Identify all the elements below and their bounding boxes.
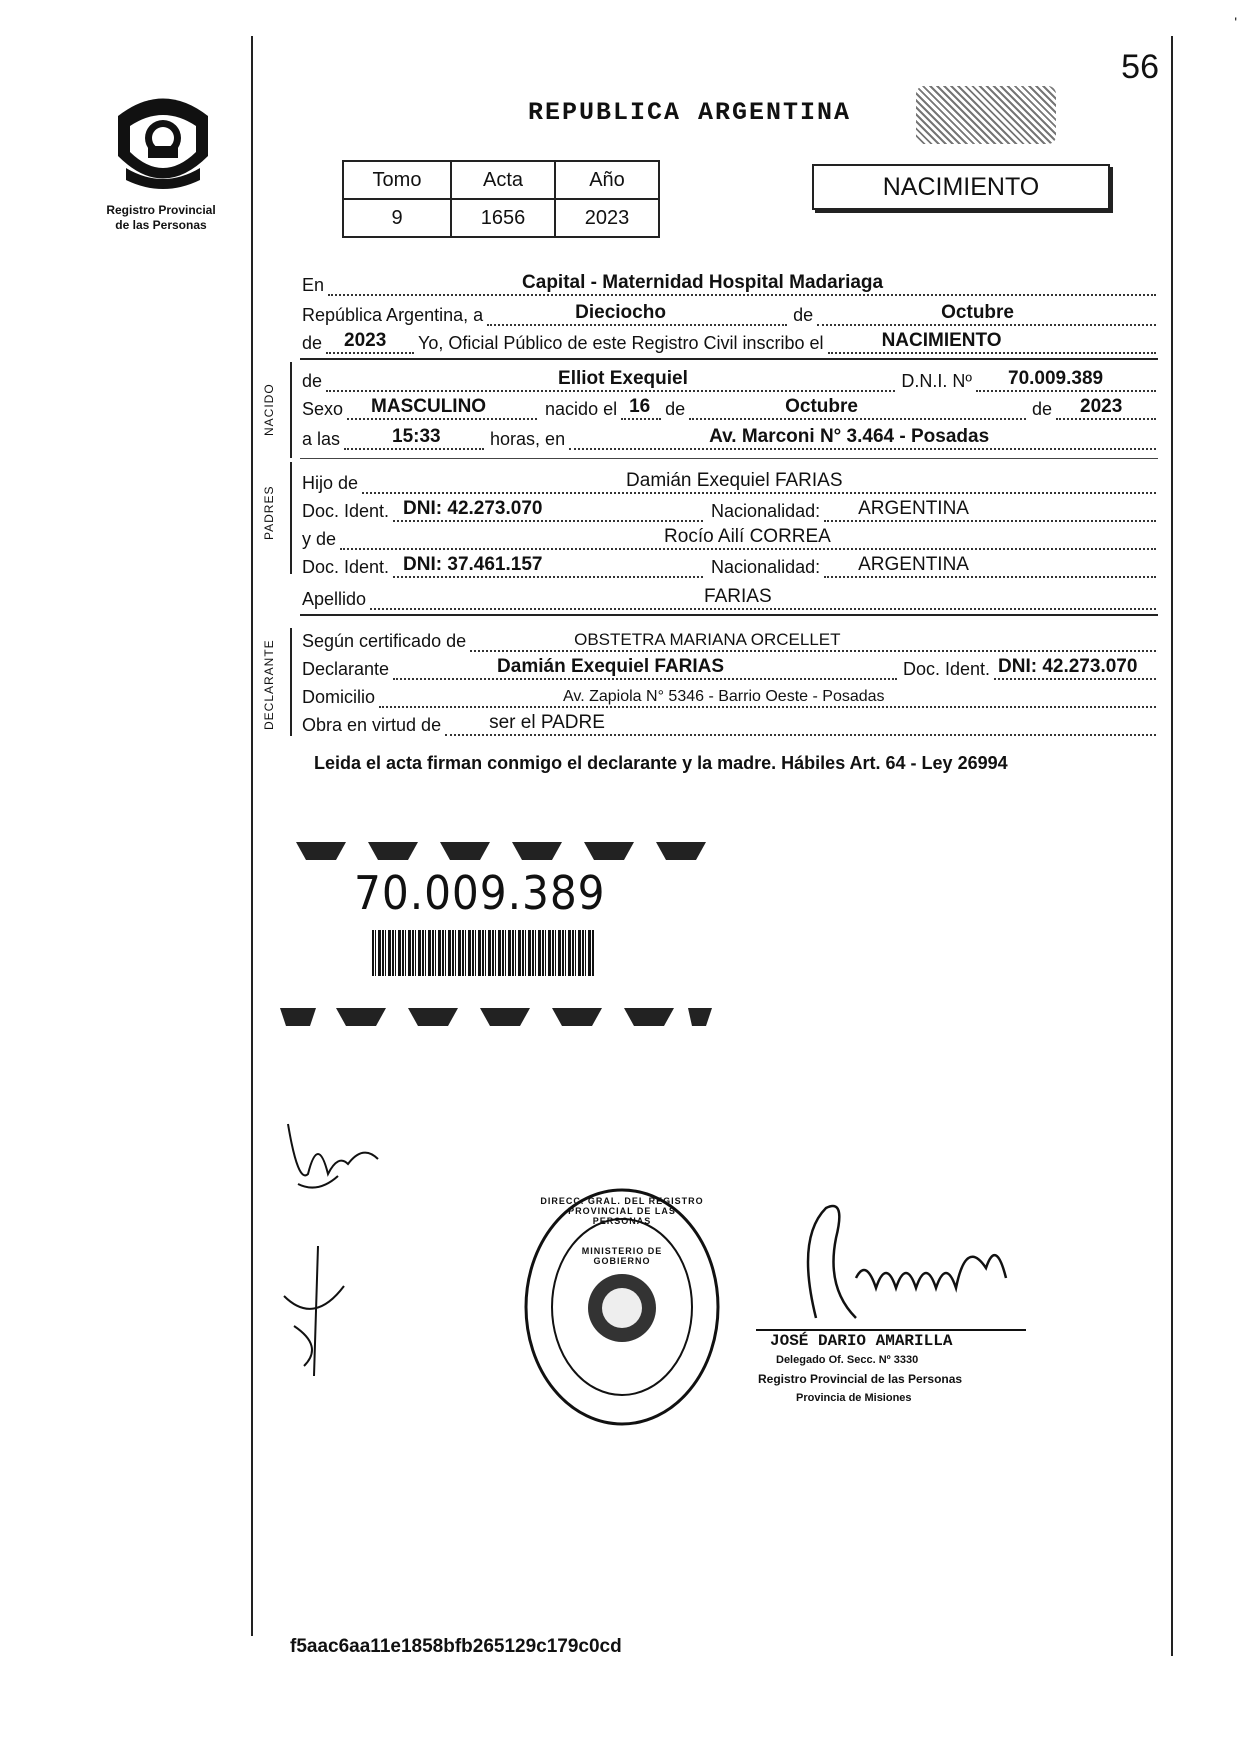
padres-side-label: PADRES [262,485,276,540]
value-apellido: FARIAS [704,586,772,607]
record-type-box: NACIMIENTO [812,164,1110,210]
fill-mother-doc [393,552,703,578]
value-inscribe: NACIMIENTO [881,330,1002,351]
label-doc-declarante: Doc. Ident. [902,659,990,679]
value-ano: 2023 [555,199,659,237]
value-birth-day: 16 [629,396,651,417]
fill-declarante-doc [994,654,1156,680]
row-lugar [302,270,1156,296]
value-acta: 1656 [451,199,555,237]
section-rule [300,614,1158,616]
fill-birth-month [689,394,1026,420]
value-tomo: 9 [343,199,451,237]
row-fecha [302,300,1156,326]
label-segun: Según certificado de [302,631,467,651]
fill-father [362,468,1156,494]
official-title: Delegado Of. Secc. Nº 3330 [776,1354,919,1366]
value-sexo: MASCULINO [371,396,487,417]
security-stamp-icon [916,86,1056,144]
row-padre [302,468,1156,494]
fill-apellido [370,584,1156,610]
header-acta: Acta [451,161,555,199]
value-mother-doc: DNI: 37.461.157 [403,554,543,575]
label-hijo: Hijo de [302,473,359,493]
row-certificado [302,626,1156,652]
value-year: 2023 [344,330,387,351]
fill-domicilio [379,682,1156,708]
value-mother: Rocío Ailí CORREA [664,526,831,547]
declarante-bar [290,628,292,736]
value-birth-year: 2023 [1080,396,1123,417]
label-yde: y de [302,529,337,549]
province-seal-icon [108,86,218,196]
label-dni: D.N.I. Nº [901,371,972,391]
official-province: Provincia de Misiones [796,1392,912,1404]
fill-mother-nat [824,552,1156,578]
label-nac-padre: Nacionalidad: [711,501,821,521]
nacido-side-label: NACIDO [262,383,276,436]
value-domicilio: Av. Zapiola N° 5346 - Barrio Oeste - Posadas [563,688,885,705]
row-obra [302,710,1156,736]
fill-birth-year [1056,394,1156,420]
row-apellido [302,584,1156,610]
value-father: Damián Exequiel FARIAS [626,470,843,491]
fill-father-nat [824,496,1156,522]
value-certificado: OBSTETRA MARIANA ORCELLET [574,630,841,649]
value-month: Octubre [941,302,1015,323]
label-apellido: Apellido [302,589,367,609]
value-declarante: Damián Exequiel FARIAS [497,656,725,677]
value-father-doc: DNI: 42.273.070 [403,498,543,519]
page-number: 56 [1121,48,1159,86]
label-year-de: de [302,333,323,353]
corner-mark: ' [1234,14,1237,30]
row-madre-doc [302,552,1156,578]
barcode-number: 70.009.389 [354,866,606,920]
nacido-bar [290,362,292,458]
row-hora [302,424,1156,450]
seal-outer-text: DIRECC. GRAL. DEL REGISTRO PROVINCIAL DE LAS PERSONAS [540,1196,704,1226]
document-hash: f5aac6aa11e1858bfb265129c179c0cd [290,1636,622,1657]
declarante-side-label: DECLARANTE [262,639,276,730]
value-birth-place: Av. Marconi N° 3.464 - Posadas [709,426,990,447]
value-child-name: Elliot Exequiel [558,368,688,389]
row-nombre [302,366,1156,392]
fill-declarante [393,654,897,680]
label-doc-padre: Doc. Ident. [302,501,390,521]
label-birth-de2: de [1031,399,1052,419]
seal-inner-text: MINISTERIO DE GOBIERNO [581,1246,663,1266]
value-obra: ser el PADRE [489,712,605,733]
document-title: REPUBLICA ARGENTINA [528,98,852,127]
official-registry: Registro Provincial de las Personas [758,1372,963,1386]
security-wave-bottom-icon [276,1004,716,1030]
label-child-de: de [302,371,323,391]
fill-obra [445,710,1156,736]
legal-note: Leida el acta firman conmigo el declarante y la madre. Hábiles Art. 64 - Ley 26994 [314,753,1008,773]
fill-month [817,300,1156,326]
signature-madre-icon [274,1236,354,1386]
value-day-words: Dieciocho [575,302,666,323]
fill-certificado [470,626,1156,652]
value-lugar: Capital - Maternidad Hospital Madariaga [522,272,884,293]
padres-bar [290,462,292,574]
label-yo: Yo, Oficial Público de este Registro Civil inscribo el [418,333,824,353]
fill-birth-day [621,394,661,420]
fill-birth-time [344,424,484,450]
fill-father-doc [393,496,703,522]
fill-mother [340,524,1156,550]
official-name: JOSÉ DARIO AMARILLA [770,1332,953,1350]
label-de: de [793,305,814,325]
label-birth-de1: de [665,399,686,419]
label-obra: Obra en virtud de [302,715,442,735]
row-sexo [302,394,1156,420]
label-nacido: nacido el [545,399,618,419]
row-padre-doc [302,496,1156,522]
fill-en [328,270,1156,296]
label-sexo: Sexo [302,399,344,419]
value-declarante-doc: DNI: 42.273.070 [998,656,1138,677]
row-madre [302,524,1156,550]
label-horas: horas, en [490,429,566,449]
label-alas: a las [302,429,341,449]
fill-sexo [347,394,537,420]
barcode-icon [372,930,594,976]
value-birth-month: Octubre [785,396,858,417]
label-republica: República Argentina, a [302,305,484,325]
label-domicilio: Domicilio [302,687,376,707]
value-mother-nat: ARGENTINA [858,554,969,575]
fill-day [487,300,787,326]
fill-birth-place [569,424,1156,450]
fill-year [326,328,414,354]
row-inscripcion [302,328,1156,354]
section-rule [300,358,1158,360]
right-margin-line [1171,36,1173,1656]
fill-child-dni [976,366,1156,392]
signature-declarante-icon [278,1114,388,1204]
tomo-acta-table [342,160,660,238]
label-en: En [302,275,325,295]
label-doc-madre: Doc. Ident. [302,557,390,577]
label-nac-madre: Nacionalidad: [711,557,821,577]
label-declarante: Declarante [302,659,390,679]
registry-label-line-1: Registro Provincial [106,203,216,217]
header-ano: Año [555,161,659,199]
section-rule [300,458,1158,459]
registry-label-line-2: de las Personas [115,218,207,232]
fill-inscribe [828,328,1156,354]
registry-label [86,203,236,233]
value-child-dni: 70.009.389 [1008,368,1104,389]
row-domicilio [302,682,1156,708]
signature-official-icon [756,1198,1046,1348]
header-tomo: Tomo [343,161,451,199]
value-birth-time: 15:33 [392,426,441,447]
security-wave-top-icon [276,838,716,864]
fill-child-name [326,366,895,392]
row-declarante [302,654,1156,680]
value-father-nat: ARGENTINA [858,498,969,519]
left-margin-line [251,36,253,1636]
